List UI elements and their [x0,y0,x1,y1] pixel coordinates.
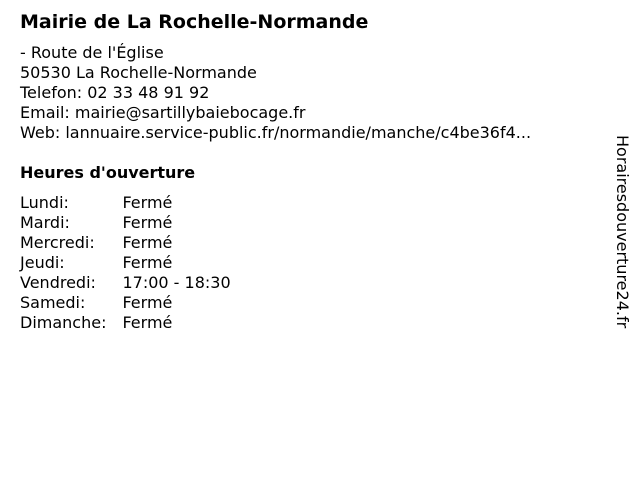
hours-row-saturday [20,293,231,313]
hours-value: Fermé [122,313,173,332]
email-line: Email: mairie@sartillybaiebocage.fr [20,103,306,122]
phone-line: Telefon: 02 33 48 91 92 [20,83,210,102]
city-line: 50530 La Rochelle-Normande [20,63,257,82]
day-label: Mardi: [20,213,70,232]
hours-row-tuesday [20,213,231,233]
day-label: Vendredi: [20,273,96,292]
site-brand-vertical: Horairesdouverture24.fr [613,135,632,329]
hours-row-thursday [20,253,231,273]
hours-row-sunday [20,313,231,333]
place-card [20,10,610,333]
place-title: Mairie de La Rochelle-Normande [20,11,369,33]
hours-value: Fermé [122,253,173,272]
website-line: Web: lannuaire.service-public.fr/normandie/manche/c4be36f4... [20,123,532,142]
day-label: Mercredi: [20,233,95,252]
hours-row-monday [20,193,231,213]
day-label: Samedi: [20,293,86,312]
hours-row-friday [20,273,231,293]
hours-value: 17:00 - 18:30 [122,273,231,292]
hours-value: Fermé [122,233,173,252]
opening-hours-table [20,193,231,333]
hours-row-wednesday [20,233,231,253]
day-label: Dimanche: [20,313,107,332]
hours-value: Fermé [122,293,173,312]
address-line: - Route de l'Église [20,43,164,62]
hours-value: Fermé [122,193,173,212]
day-label: Jeudi: [20,253,65,272]
hours-value: Fermé [122,213,173,232]
opening-hours-heading: Heures d'ouverture [20,163,196,182]
day-label: Lundi: [20,193,69,212]
